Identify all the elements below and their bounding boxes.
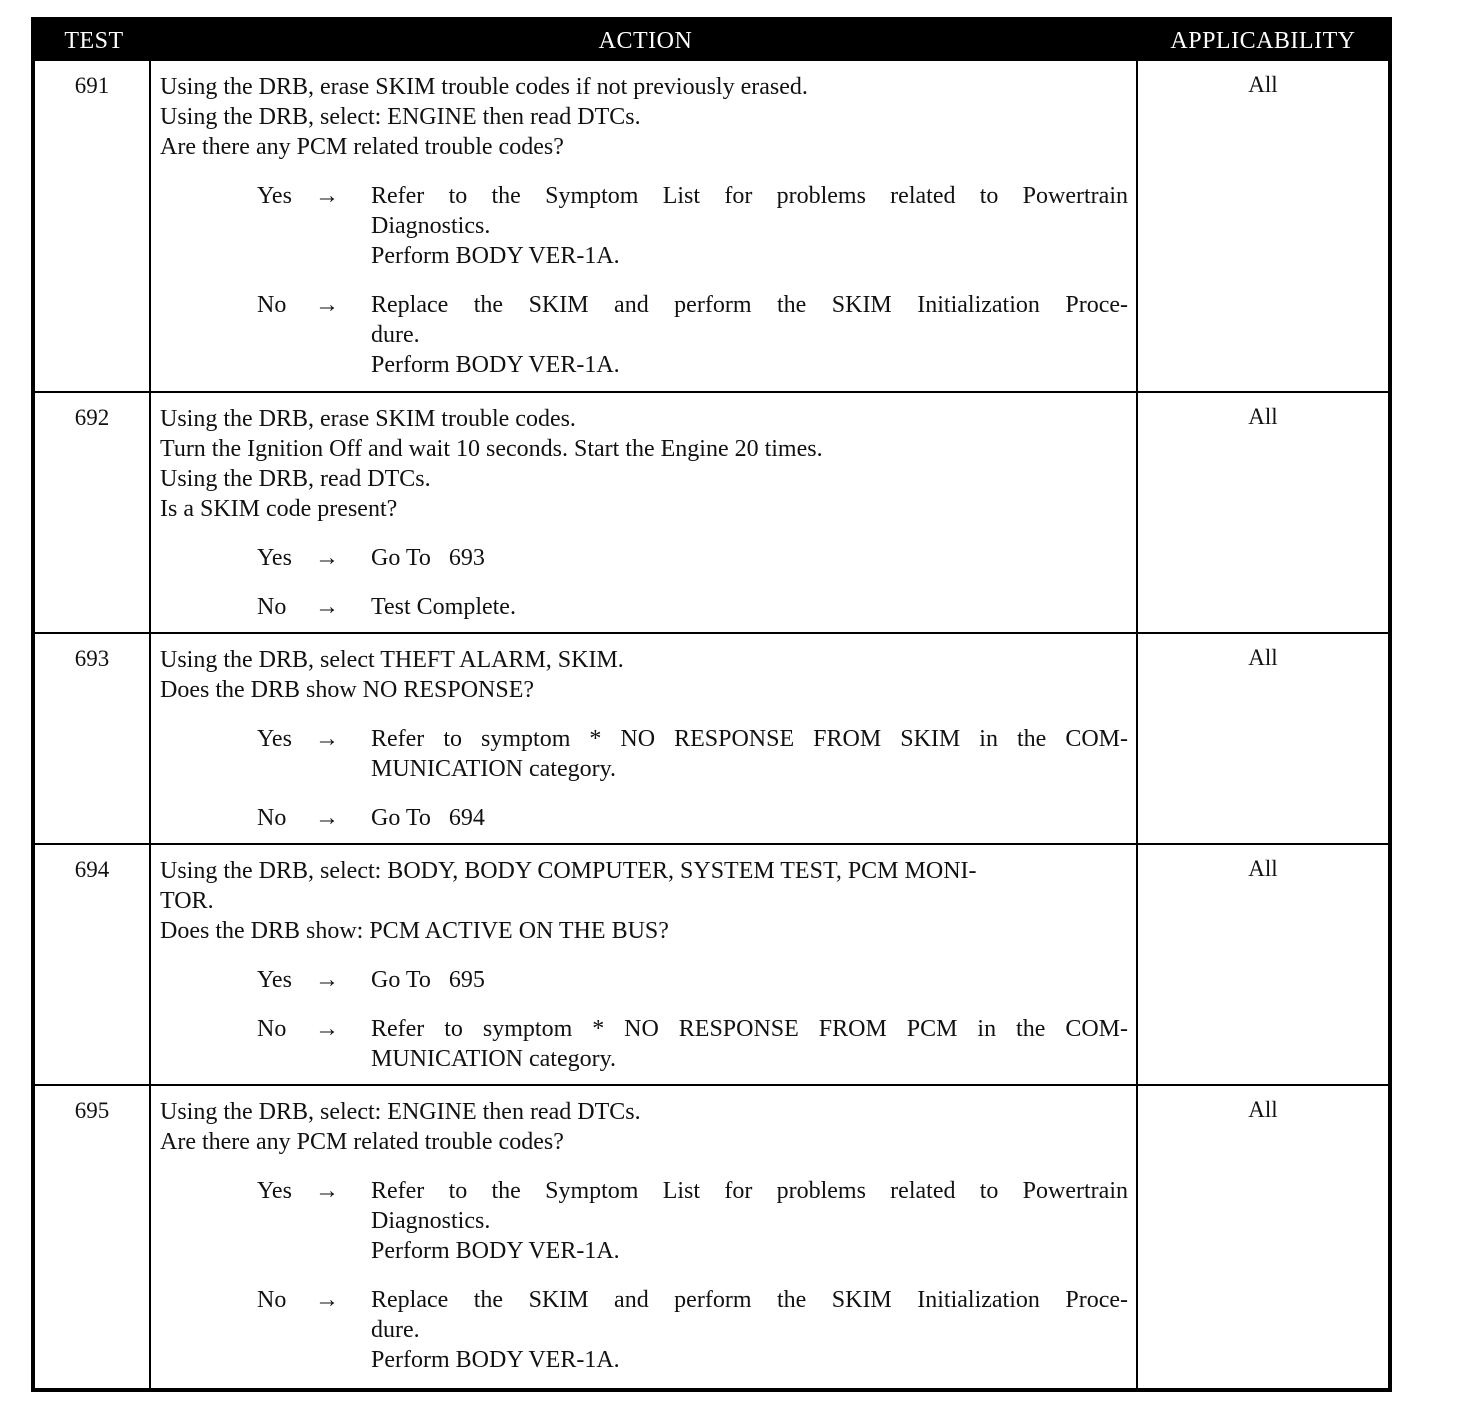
- applicability-cell: All: [1248, 645, 1278, 670]
- result-line: Go To 695: [371, 967, 485, 993]
- header-action: ACTION: [598, 27, 693, 54]
- result-line: Perform BODY VER-1A.: [371, 352, 620, 378]
- table-body: [35, 61, 1388, 1388]
- result-line: Refer to symptom * NO RESPONSE FROM SKIM in the COM-: [371, 726, 1128, 752]
- no-label: No: [257, 1016, 287, 1042]
- yes-branch: [160, 724, 1128, 784]
- result-line: Go To 693: [371, 545, 485, 571]
- action-line: Does the DRB show: PCM ACTIVE ON THE BUS?: [160, 918, 669, 944]
- action-cell: [151, 393, 1138, 632]
- action-line: Using the DRB, select: ENGINE then read DTCs.: [160, 104, 641, 130]
- no-branch: [160, 1014, 1128, 1074]
- action-cell: [151, 634, 1138, 843]
- yes-result: [371, 965, 1128, 995]
- result-line: Refer to the Symptom List for problems related to Powertrain: [371, 183, 1128, 209]
- table-row: [35, 1084, 1388, 1388]
- yes-branch: [160, 543, 1128, 573]
- right-arrow-icon: →: [315, 545, 339, 571]
- yes-label: Yes: [257, 545, 292, 571]
- yes-label: Yes: [257, 967, 292, 993]
- test-number: 691: [35, 61, 151, 391]
- result-line: Refer to symptom * NO RESPONSE FROM PCM in the COM-: [371, 1016, 1128, 1042]
- action-line: Using the DRB, select THEFT ALARM, SKIM.: [160, 647, 624, 673]
- no-result: [371, 592, 1128, 622]
- yes-label: Yes: [257, 726, 292, 752]
- right-arrow-icon: →: [315, 594, 339, 620]
- right-arrow-icon: →: [315, 292, 339, 318]
- no-label: No: [257, 1287, 287, 1313]
- action-line: Turn the Ignition Off and wait 10 seconds. Start the Engine 20 times.: [160, 436, 823, 462]
- action-line: Using the DRB, erase SKIM trouble codes.: [160, 406, 576, 432]
- applicability-cell: All: [1248, 72, 1278, 97]
- no-result: [371, 1014, 1128, 1074]
- no-label: No: [257, 292, 287, 318]
- no-label: No: [257, 805, 287, 831]
- table-row: [35, 61, 1388, 391]
- applicability-cell: All: [1248, 1097, 1278, 1122]
- header-applicability: APPLICABILITY: [1170, 27, 1356, 54]
- right-arrow-icon: →: [315, 967, 339, 993]
- test-number: 693: [35, 634, 151, 843]
- no-branch: [160, 290, 1128, 380]
- action-cell: [151, 61, 1138, 391]
- no-branch: [160, 803, 1128, 833]
- result-line: Replace the SKIM and perform the SKIM Initialization Proce-: [371, 1287, 1128, 1313]
- yes-result: [371, 1176, 1128, 1266]
- right-arrow-icon: →: [315, 726, 339, 752]
- result-line: Perform BODY VER-1A.: [371, 1347, 620, 1373]
- result-line: Replace the SKIM and perform the SKIM Initialization Proce-: [371, 292, 1128, 318]
- applicability-cell: All: [1248, 404, 1278, 429]
- right-arrow-icon: →: [315, 805, 339, 831]
- table-header: [35, 21, 1388, 61]
- diagnostic-test-table: [31, 17, 1392, 1392]
- action-line: Using the DRB, select: ENGINE then read DTCs.: [160, 1099, 641, 1125]
- yes-branch: [160, 965, 1128, 995]
- applicability-cell: All: [1248, 856, 1278, 881]
- test-number: 692: [35, 393, 151, 632]
- yes-branch: [160, 181, 1128, 271]
- result-line: Go To 694: [371, 805, 485, 831]
- action-line: Using the DRB, read DTCs.: [160, 466, 431, 492]
- result-line: Perform BODY VER-1A.: [371, 1238, 620, 1264]
- action-line: Are there any PCM related trouble codes?: [160, 134, 564, 160]
- action-line: Are there any PCM related trouble codes?: [160, 1129, 564, 1155]
- result-line: dure.: [371, 322, 420, 348]
- yes-result: [371, 181, 1128, 271]
- no-branch: [160, 1285, 1128, 1375]
- result-line: Diagnostics.: [371, 213, 491, 239]
- action-cell: [151, 1086, 1138, 1388]
- right-arrow-icon: →: [315, 1287, 339, 1313]
- result-line: Diagnostics.: [371, 1208, 491, 1234]
- result-line: Test Complete.: [371, 594, 516, 620]
- action-line: Using the DRB, select: BODY, BODY COMPUTER, SYSTEM TEST, PCM MONI-: [160, 858, 977, 884]
- table-row: [35, 843, 1388, 1084]
- result-line: Perform BODY VER-1A.: [371, 243, 620, 269]
- yes-label: Yes: [257, 1178, 292, 1204]
- table-row: [35, 632, 1388, 843]
- no-result: [371, 803, 1128, 833]
- action-line: Does the DRB show NO RESPONSE?: [160, 677, 535, 703]
- header-test: TEST: [64, 27, 124, 54]
- result-line: MUNICATION category.: [371, 1046, 617, 1072]
- result-line: MUNICATION category.: [371, 756, 617, 782]
- no-label: No: [257, 594, 287, 620]
- action-cell: [151, 845, 1138, 1084]
- result-line: dure.: [371, 1317, 420, 1343]
- right-arrow-icon: →: [315, 183, 339, 209]
- yes-result: [371, 724, 1128, 784]
- action-line: TOR.: [160, 888, 214, 914]
- no-branch: [160, 592, 1128, 622]
- right-arrow-icon: →: [315, 1178, 339, 1204]
- table-row: [35, 391, 1388, 632]
- yes-label: Yes: [257, 183, 292, 209]
- action-line: Is a SKIM code present?: [160, 496, 398, 522]
- right-arrow-icon: →: [315, 1016, 339, 1042]
- no-result: [371, 290, 1128, 380]
- action-line: Using the DRB, erase SKIM trouble codes if not previously erased.: [160, 74, 808, 100]
- yes-branch: [160, 1176, 1128, 1266]
- test-number: 694: [35, 845, 151, 1084]
- test-number: 695: [35, 1086, 151, 1388]
- yes-result: [371, 543, 1128, 573]
- result-line: Refer to the Symptom List for problems related to Powertrain: [371, 1178, 1128, 1204]
- no-result: [371, 1285, 1128, 1375]
